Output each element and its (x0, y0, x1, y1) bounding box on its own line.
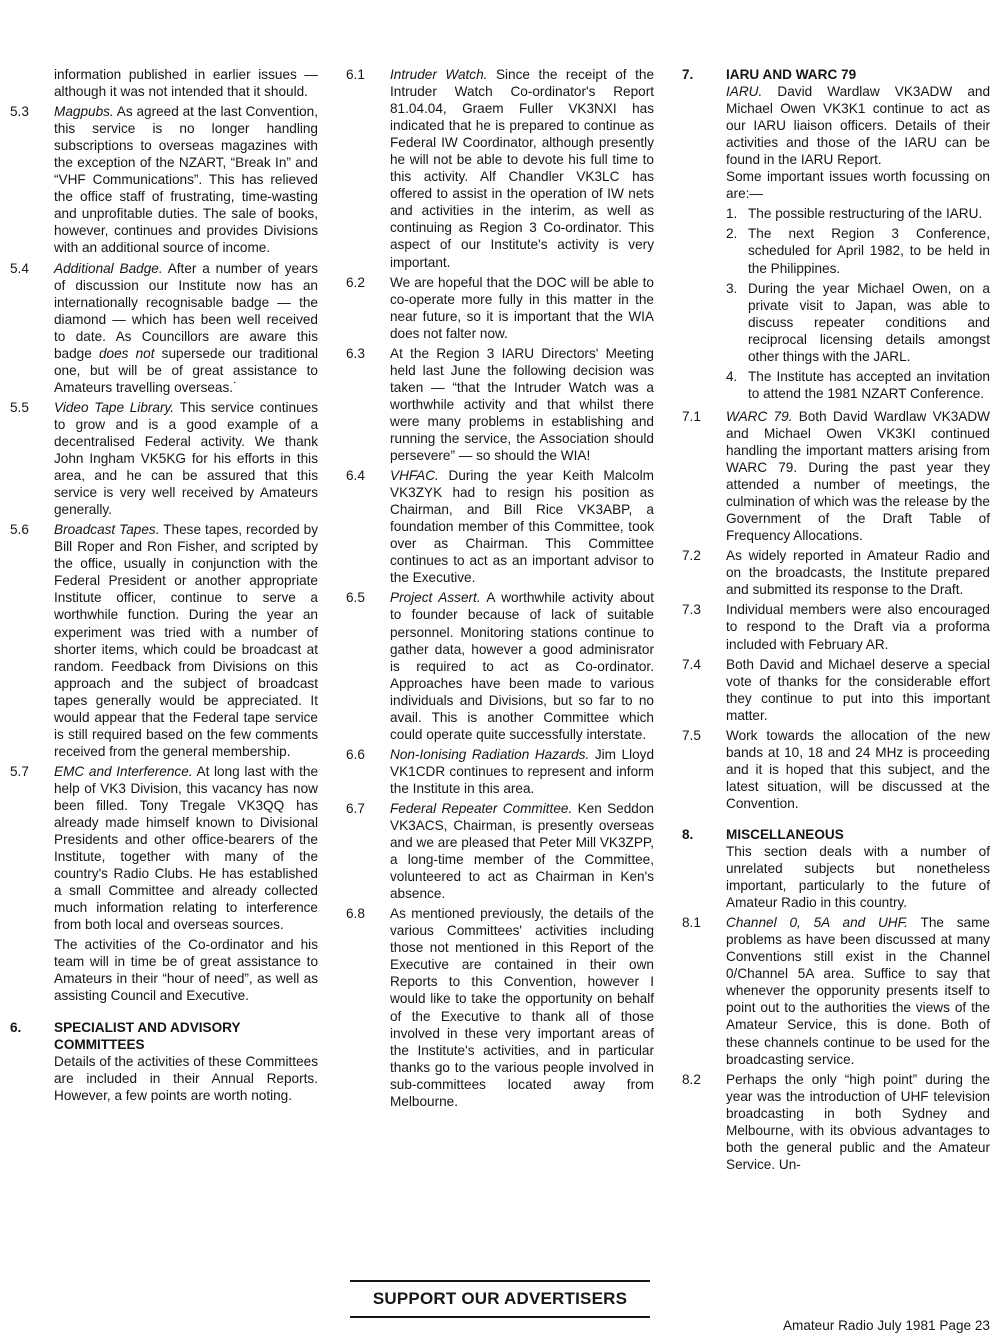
item-text: The same problems as have been discussed at many Conventions still exist in the Channel 0/Channel 5A area. Suffice to say that whenever the opporunity presents itself to point out to the authorities the views of the Amateur Service, this is done. Both of these channels continue to be used for the broadcasting service. (726, 915, 990, 1067)
item-number: 5.5 (10, 399, 29, 415)
section-heading-7 (682, 66, 990, 83)
item-number: 6.7 (346, 800, 365, 816)
item-text: Individual members were also encouraged to respond to the Draft via a proforma included with February AR. (726, 602, 990, 652)
list-number: 1. (726, 206, 738, 222)
item-title: IARU. (726, 84, 763, 100)
item-6-8 (346, 905, 654, 1110)
section-heading-6 (10, 1019, 318, 1053)
section-intro (682, 83, 990, 168)
item-emphasis: does not (98, 345, 155, 361)
item-text: At the Region 3 IARU Directors' Meeting held last June the following decision was taken — “that the Intruder Watch was a worthwhile activity and that whilst there were many problems in establishing and running the service, the Association should persevere” — so should the WIA! (390, 345, 654, 464)
item-5-7 (10, 763, 318, 933)
column-middle (346, 66, 654, 1110)
section-intro: Details of the activities of these Committees are included in their Annual Reports. However, a few points are worth noting. (54, 1053, 318, 1103)
item-number: 5.7 (10, 763, 29, 779)
item-6-1 (346, 66, 654, 271)
item-text: As agreed at the last Convention, this service is no longer handling subscriptions to overseas magazines with the exception of the NZART, “Break In” and “VHF Communications”. This has relieved the office staff of frustrating, time-wasting and unprofitable duties. The sale of books, however, continues and provides Divisions with an additional source of income. (54, 104, 319, 256)
item-number: 5.3 (10, 104, 29, 120)
list-text: The next Region 3 Conference, scheduled for April 1982, to be held in the Philippines. (748, 226, 990, 276)
item-number: 6.2 (346, 274, 365, 290)
section-title: SPECIALIST AND ADVISORY COMMITTEES (54, 1019, 241, 1052)
item-text: At long last with the help of VK3 Division, this vacancy has now been filled. Tony Tregale VK3QQ has already made himself known to Divisional Presidents and other office-bearers of the Institute, together with many of the country's Radio Clubs. He has established a small Committee and already collected much information relating to interference from both local and overseas sources. (54, 763, 318, 933)
item-title: Project Assert. (390, 590, 481, 606)
issues-list (682, 205, 990, 402)
item-number: 7.1 (682, 408, 701, 424)
item-text: Both David Wardlaw VK3ADW and Michael Owen VK3KI continued handling the important matters arising from WARC 79. During the past year they attended a number of meetings, the culmination of which was the release by the Government of the Draft Table of Frequency Allocations. (726, 408, 990, 544)
list-item (726, 205, 990, 222)
item-title: Video Tape Library. (54, 399, 175, 415)
list-item (726, 368, 990, 402)
issues-intro: Some important issues worth focussing on are:— (726, 169, 990, 202)
paragraph-continuation: The activities of the Co-ordinator and his team will in time be of great assistance to Amateurs in their “hour of need”, as well as assisting Council and Executive. (54, 937, 318, 1004)
item-number: 5.4 (10, 260, 29, 276)
item-text: Perhaps the only “high point” during the year was the introduction of UHF television broadcasting in both Sydney and Melbourne, with its obvious advantages to both the general public and the Amateur Service. Un- (726, 1071, 990, 1172)
item-7-2 (682, 547, 990, 598)
item-number: 7.4 (682, 656, 701, 672)
section-title: IARU AND WARC 79 (726, 67, 857, 82)
item-number: 6.5 (346, 590, 365, 606)
item-6-4 (346, 467, 654, 586)
item-number: 7.2 (682, 548, 701, 564)
section-number: 7. (682, 67, 694, 82)
item-6-5 (346, 589, 654, 742)
item-text: After a number of years of discussion our Institute now has an internationally recognisable badge — the diamond — which has been well received to date. As Councillors are aware this badge (54, 260, 318, 361)
item-text: We are hopeful that the DOC will be able to co-operate more fully in this matter in the near future, so it is important that the WIA does not falter now. (390, 274, 654, 341)
item-text: Both David and Michael deserve a special vote of thanks for the considerable effort they continue to put into this important matter. (726, 656, 990, 723)
list-text: The Institute has accepted an invitation to attend the 1981 NZART Conference. (748, 368, 990, 401)
item-text: This service continues to grow and is a good example of a decentralised Federal activity. We thank John Ingham VK5KG for his efforts in this area, and he can be assured that this service is very well received by Amateurs generally. (54, 399, 318, 518)
item-number: 5.6 (10, 522, 29, 538)
list-number: 2. (726, 226, 738, 242)
item-8-1 (682, 914, 990, 1067)
page-footer: Amateur Radio July 1981 Page 23 (782, 1318, 990, 1333)
list-text: During the year Michael Owen, on a private visit to Japan, was able to discuss repeater conditions and reciprocal licensing details amongst other things with the JARL. (748, 280, 990, 364)
item-title: EMC and Interference. (54, 763, 193, 779)
item-text: As mentioned previously, the details of the various Committees' activities including those not mentioned in this Report of the Executive are contained in their own Reports to this Convention, however I would like to take the opportunity on behalf of the Executive to thank all of those involved in these very important areas of the Institute's activities, and in particular thanks go to the various people involved in sub-committees located away from Melbourne. (390, 906, 654, 1109)
section-intro: This section deals with a number of unrelated subjects but nonetheless important, particularly to the future of Amateur Radio in this country. (726, 844, 990, 911)
item-text: Jim Lloyd VK1CDR continues to represent and inform the Institute in this area. (390, 746, 655, 796)
item-6-2 (346, 274, 654, 342)
item-title: Intruder Watch. (390, 67, 488, 82)
item-title: Additional Badge. (54, 260, 163, 276)
item-5-5 (10, 399, 318, 518)
item-text: As widely reported in Amateur Radio and on the broadcasts, the Institute prepared and submitted its response to the Draft. (726, 548, 990, 598)
support-advertisers-banner: SUPPORT OUR ADVERTISERS (350, 1280, 650, 1318)
section-number: 6. (10, 1019, 22, 1035)
list-item (726, 280, 990, 365)
item-number: 6.8 (346, 906, 365, 922)
item-number: 8.1 (682, 915, 701, 931)
item-number: 6.3 (346, 345, 365, 361)
list-number: 3. (726, 280, 738, 296)
item-number: 6.6 (346, 746, 365, 762)
item-text: Since the receipt of the Intruder Watch Co-ordinator's Report 81.04.04, Graem Fuller VK3NXI has indicated that he is prepared to continue as Federal IW Coordinator, although presently he will not be able to devote his full time to this activity. Alf Chandler VK3LC has offered to assist in the operation of IW nets and activities in the interim, as well as continuing as Region 3 Co-ordinator. This aspect of our Institute's activity is very important. (390, 67, 655, 270)
item-5-4 (10, 260, 318, 396)
item-title: Magpubs. (54, 104, 114, 120)
list-text: The possible restructuring of the IARU. (748, 206, 983, 222)
paragraph-continuation: information published in earlier issues — although it was not intended that it should. (54, 67, 318, 100)
item-title: WARC 79. (726, 408, 793, 424)
column-right (682, 66, 990, 1173)
item-7-3 (682, 601, 990, 652)
item-7-1 (682, 408, 990, 544)
item-number: 7.5 (682, 727, 701, 743)
list-number: 4. (726, 368, 738, 384)
item-text: Work towards the allocation of the new bands at 10, 18 and 24 MHz is proceeding and it is hoped that this subject, and the latest situation, will be discussed at the Convention. (726, 727, 990, 811)
item-text: Ken Seddon VK3ACS, Chairman, is presently overseas and we are pleased that Peter Mill VK3ZPP, a long-time member of the Committee, volunteered to act as Chairman in Ken's absence. (390, 800, 654, 902)
item-7-4 (682, 656, 990, 724)
item-title: Federal Repeater Committee. (390, 800, 573, 816)
section-title: MISCELLANEOUS (726, 826, 844, 842)
item-text: supersede our traditional one, but will be of great assistance to Amateurs travelling overseas.˙ (54, 345, 319, 395)
item-5-3 (10, 103, 318, 256)
item-text: During the year Keith Malcolm VK3ZYK had to resign his position as Chairman, and Bill Rice VK3ABP, a foundation member of this Committee, took over as Chairman. This Committee continues to act as an important advisor to the Executive. (390, 468, 654, 586)
column-left (10, 66, 318, 1104)
list-item (726, 225, 990, 276)
item-number: 7.3 (682, 602, 701, 618)
item-8-2 (682, 1071, 990, 1173)
item-5-6 (10, 521, 318, 760)
item-title: Channel 0, 5A and UHF. (726, 915, 908, 931)
item-text: A worthwhile activity about to founder because of lack of suitable personnel. Monitoring stations continue to gather data, however a good adminisrator is required to act as Co-ordinator. Approaches have been made to various individuals and Divisions, but so far to no avail. This is another Committee which could operate quite successfully interstate. (390, 590, 654, 742)
item-number: 6.4 (346, 468, 365, 484)
item-title: Broadcast Tapes. (54, 522, 160, 538)
item-text: David Wardlaw VK3ADW and Michael Owen VK3K1 continue to act as our IARU liaison officers. Details of their activities and those of the IARU can be found in the IARU Report. (726, 84, 991, 168)
item-text: These tapes, recorded by Bill Roper and Ron Fisher, and scripted by the office, usually in conjunction with the Federal President or another appropriate Institute officer, continue to serve a worthwhile function. During the year an experiment was tried with a number of shorter items, which could be broadcast at random. Feedback from Divisions on this approach and the subject of broadcast tapes generally would be appreciated. It would appear that the Federal tape service is still required based on the few comments received from the general membership. (54, 522, 318, 759)
item-title: VHFAC. (390, 468, 439, 484)
section-heading-8 (682, 826, 990, 843)
item-6-3 (346, 345, 654, 464)
section-number: 8. (682, 826, 694, 842)
item-7-5 (682, 727, 990, 812)
item-number: 8.2 (682, 1071, 701, 1087)
item-number: 6.1 (346, 67, 365, 82)
item-6-6 (346, 746, 654, 797)
item-title: Non-Ionising Radiation Hazards. (390, 746, 590, 762)
item-6-7 (346, 800, 654, 902)
